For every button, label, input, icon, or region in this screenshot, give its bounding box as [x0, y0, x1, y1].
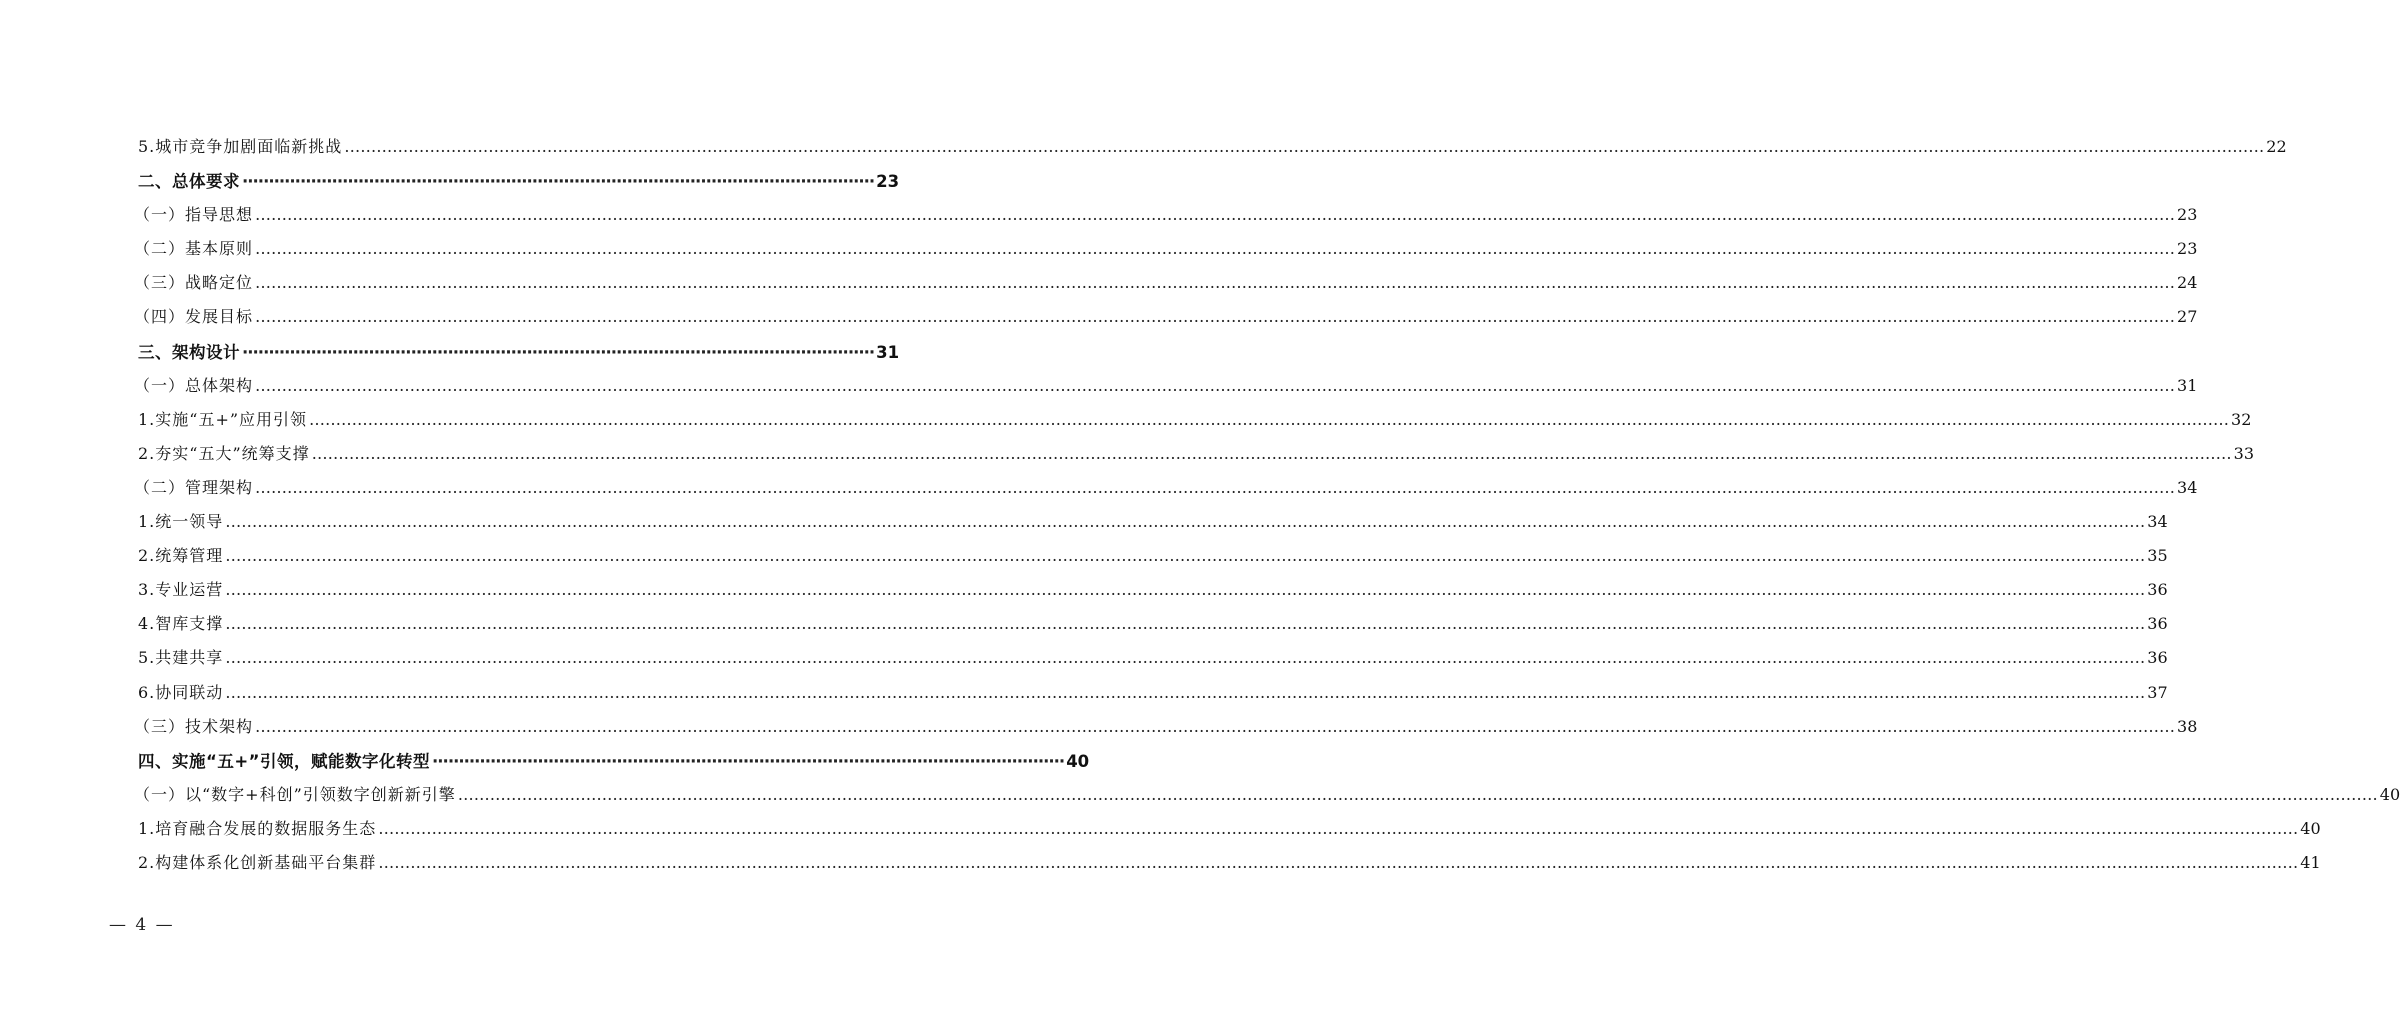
toc-entry-label: （二）管理架构 [134, 477, 254, 497]
toc-entry-label: 1.统一领导 [138, 512, 224, 532]
toc-leader-dots: ……………………………………………………………………………………………………………………………………………………………………………………………………………………………………………………………………………………………………………………………… [255, 273, 2176, 293]
toc-leader-dots: ……………………………………………………………………………………………………………………………………………………………………………………………………………………………………………………………………………………………………………………………… [225, 614, 2146, 634]
toc-leader-dots: ……………………………………………………………………………………………………………………………………………………………………………………………………………………………………………………………………………………………………………………………… [255, 375, 2176, 395]
toc-entry [138, 543, 2168, 577]
toc-entry-label: 三、架构设计 [138, 342, 240, 362]
toc-entry-page: 40 [2300, 818, 2321, 838]
toc-leader-dots: ……………………………………………………………………………………………………………………………………………………………………………………………………………………………………………………………………………………………………………………………… [255, 239, 2176, 259]
toc-entry-label: 1.实施“五+”应用引领 [138, 409, 308, 429]
toc-leader-dots: ……………………………………………………………………………………………………………………………………………………………………………………………………………………………………………………………………………………………………………………………… [255, 716, 2176, 736]
toc-entry [138, 816, 2321, 850]
toc-entry-page: 31 [876, 342, 900, 362]
toc-entry-page: 22 [2266, 137, 2287, 156]
toc-entry [134, 236, 2198, 270]
page-number: — 4 — [109, 915, 175, 935]
toc-entry-label: （三）战略定位 [134, 273, 254, 293]
toc-entry-page: 32 [2231, 409, 2252, 429]
toc-leader-dots: ……………………………………………………………………………………………………………………………………………………………………………………………………………………………………………………………………………………………………………………………… [255, 477, 2176, 497]
toc-entry [138, 850, 2321, 884]
toc-leader-dots: ……………………………………………………………………………………………………………………………………………………………………………………………………………………………………………………………………………………………………………………………… [225, 546, 2146, 566]
toc-entry-label: 5.城市竞争加剧面临新挑战 [138, 137, 343, 156]
toc-entry-page: 23 [876, 172, 900, 192]
toc-entry [134, 475, 2198, 509]
toc-leader-dots: ……………………………………………………………………………………………………………………………………………………………………………………………………………………………………………………………………………………………………………………………… [255, 205, 2176, 225]
toc-entry [134, 304, 2198, 338]
toc-entry-label: 2.夯实“五大”统筹支撑 [138, 443, 310, 463]
toc-entry [138, 407, 2252, 441]
toc-entry-label: （四）发展目标 [134, 307, 254, 327]
toc-entry-label: 二、总体要求 [138, 172, 240, 192]
toc-entry-label: 3.专业运营 [138, 580, 224, 600]
toc-entry-label: （二）基本原则 [134, 239, 254, 259]
toc-entry-page: 40 [1066, 751, 1090, 771]
toc-leader-dots: ……………………………………………………………………………………………………………………………………………………………………………………………………………………………………………………………………………………………………………………………… [378, 818, 2299, 838]
toc-entry-page: 33 [2233, 443, 2254, 463]
toc-leader-dots: ……………………………………………………………………………………………………………………………………………………………………………………………………………………………………………………………………………………………………………………………… [255, 307, 2176, 327]
toc-entry-label: 5.共建共享 [138, 648, 224, 668]
toc-entry-page: 40 [2379, 784, 2400, 804]
toc-entry-page: 34 [2177, 477, 2198, 497]
toc-entry-page: 23 [2177, 205, 2198, 225]
toc-leader-dots: ························································································································ [242, 172, 875, 192]
toc-entry-page: 35 [2147, 546, 2168, 566]
toc-entry [138, 577, 2168, 611]
toc-leader-dots: ························································································································ [242, 342, 875, 362]
toc-leader-dots: ……………………………………………………………………………………………………………………………………………………………………………………………………………………………………………………………………………………………………………………………… [378, 852, 2299, 872]
toc-leader-dots: ……………………………………………………………………………………………………………………………………………………………………………………………………………………………………………………………………………………………………………………………… [225, 682, 2146, 702]
toc-entry-page: 36 [2147, 648, 2168, 668]
toc-entry-page: 38 [2177, 716, 2198, 736]
toc-entry [138, 168, 900, 202]
table-of-contents [134, 134, 2400, 884]
toc-entry-label: （一）总体架构 [134, 375, 254, 395]
toc-leader-dots: ························································································································ [432, 751, 1065, 771]
toc-entry-page: 41 [2300, 852, 2321, 872]
toc-entry-page: 23 [2177, 239, 2198, 259]
toc-entry [134, 202, 2198, 236]
toc-entry [138, 748, 1090, 782]
toc-entry [138, 680, 2168, 714]
toc-leader-dots: ……………………………………………………………………………………………………………………………………………………………………………………………………………………………………………………………………………………………………………………………… [309, 409, 2230, 429]
toc-entry [138, 134, 2287, 168]
toc-entry-label: 6.协同联动 [138, 682, 224, 702]
toc-leader-dots: ……………………………………………………………………………………………………………………………………………………………………………………………………………………………………………………………………………………………………………………………… [344, 137, 2265, 156]
toc-entry [134, 373, 2198, 407]
toc-entry-label: 2.构建体系化创新基础平台集群 [138, 852, 377, 872]
toc-entry-page: 27 [2177, 307, 2198, 327]
toc-entry-label: （三）技术架构 [134, 716, 254, 736]
toc-leader-dots: ……………………………………………………………………………………………………………………………………………………………………………………………………………………………………………………………………………………………………………………………… [457, 784, 2378, 804]
toc-entry-page: 36 [2147, 580, 2168, 600]
toc-entry [138, 339, 900, 373]
toc-leader-dots: ……………………………………………………………………………………………………………………………………………………………………………………………………………………………………………………………………………………………………………………………… [225, 580, 2146, 600]
toc-entry-page: 37 [2147, 682, 2168, 702]
toc-entry [138, 441, 2254, 475]
toc-entry [134, 270, 2198, 304]
toc-entry [134, 782, 2400, 816]
toc-entry-page: 36 [2147, 614, 2168, 634]
toc-entry-label: （一）指导思想 [134, 205, 254, 225]
toc-entry [138, 509, 2168, 543]
toc-leader-dots: ……………………………………………………………………………………………………………………………………………………………………………………………………………………………………………………………………………………………………………………………… [225, 648, 2146, 668]
toc-entry-page: 24 [2177, 273, 2198, 293]
toc-entry-page: 34 [2147, 512, 2168, 532]
toc-entry-label: （一）以“数字+科创”引领数字创新新引擎 [134, 784, 456, 804]
toc-entry [138, 611, 2168, 645]
toc-leader-dots: ……………………………………………………………………………………………………………………………………………………………………………………………………………………………………………………………………………………………………………………………… [311, 443, 2232, 463]
toc-entry-label: 1.培育融合发展的数据服务生态 [138, 818, 377, 838]
toc-entry-page: 31 [2177, 375, 2198, 395]
toc-entry-label: 4.智库支撑 [138, 614, 224, 634]
toc-leader-dots: ……………………………………………………………………………………………………………………………………………………………………………………………………………………………………………………………………………………………………………………………… [225, 512, 2146, 532]
toc-entry [134, 714, 2198, 748]
toc-entry-label: 四、实施“五+”引领，赋能数字化转型 [138, 751, 431, 771]
toc-entry [138, 645, 2168, 679]
toc-entry-label: 2.统筹管理 [138, 546, 224, 566]
